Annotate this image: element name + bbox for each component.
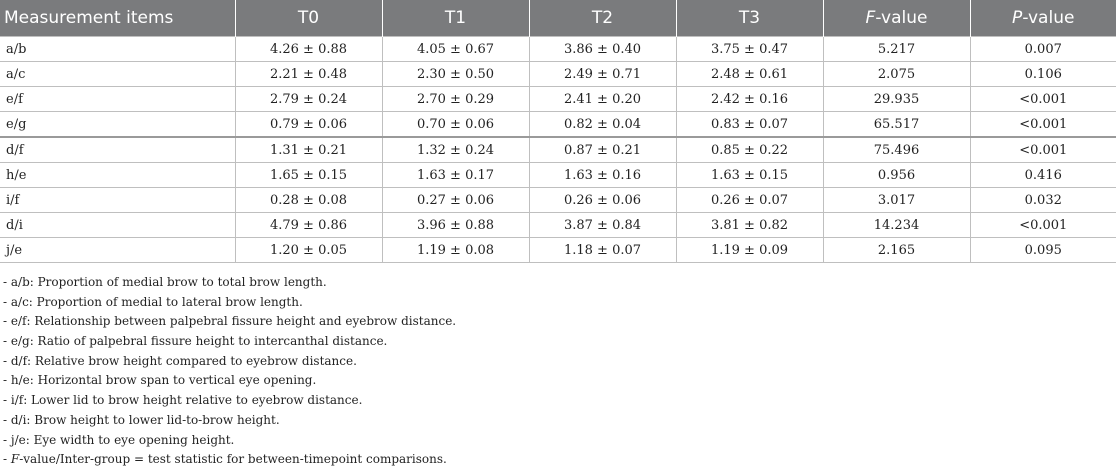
cell-t0: 2.79 ± 0.24: [235, 87, 382, 112]
cell-t2: 0.87 ± 0.21: [529, 137, 676, 163]
col-header-p-value: [970, 0, 1116, 37]
footnote-item: - d/i: Brow height to lower lid-to-brow height.: [3, 412, 280, 427]
footnote-item: - j/e: Eye width to eye opening height.: [3, 432, 235, 447]
cell-f: 0.956: [823, 163, 970, 188]
f-symbol: F: [865, 8, 876, 28]
footnote-item: - h/e: Horizontal brow span to vertical eye opening.: [3, 373, 317, 388]
cell-t1: 0.70 ± 0.06: [382, 112, 529, 138]
table-footnotes: [0, 273, 1116, 470]
col-header-t0: T0: [235, 0, 382, 37]
footnote-item: - a/c: Proportion of medial to lateral brow length.: [3, 294, 303, 309]
cell-p: 0.007: [970, 37, 1116, 62]
table-row: [0, 137, 1116, 163]
footnote-f-value: [0, 450, 1116, 470]
cell-f: 3.017: [823, 188, 970, 213]
cell-item: d/i: [0, 213, 235, 238]
col-header-t3: T3: [676, 0, 823, 37]
cell-p: <0.001: [970, 213, 1116, 238]
cell-t1: 1.19 ± 0.08: [382, 238, 529, 263]
cell-f: 5.217: [823, 37, 970, 62]
table-row: [0, 163, 1116, 188]
cell-t0: 1.65 ± 0.15: [235, 163, 382, 188]
p-suffix: -value: [1022, 8, 1075, 28]
cell-t1: 1.32 ± 0.24: [382, 137, 529, 163]
footnote-item: - e/g: Ratio of palpebral fissure height to intercanthal distance.: [3, 334, 388, 349]
footnote-item: - i/f: Lower lid to brow height relative to eyebrow distance.: [3, 393, 363, 408]
cell-t0: 4.79 ± 0.86: [235, 213, 382, 238]
cell-t3: 1.63 ± 0.15: [676, 163, 823, 188]
cell-t1: 3.96 ± 0.88: [382, 213, 529, 238]
cell-t3: 0.85 ± 0.22: [676, 137, 823, 163]
table-row: [0, 87, 1116, 112]
cell-t1: 0.27 ± 0.06: [382, 188, 529, 213]
cell-item: j/e: [0, 238, 235, 263]
footnote-f-text: -value/Inter-group = test statistic for between-timepoint comparisons.: [19, 452, 447, 467]
cell-p: 0.106: [970, 62, 1116, 87]
footnote-item: - d/f: Relative brow height compared to eyebrow distance.: [3, 353, 357, 368]
cell-item: a/b: [0, 37, 235, 62]
col-header-t1: T1: [382, 0, 529, 37]
cell-t1: 2.70 ± 0.29: [382, 87, 529, 112]
table-row: [0, 62, 1116, 87]
cell-p: <0.001: [970, 112, 1116, 138]
col-header-t2: T2: [529, 0, 676, 37]
cell-t3: 2.48 ± 0.61: [676, 62, 823, 87]
footnote-item: - a/b: Proportion of medial brow to total brow length.: [3, 275, 327, 289]
col-header-f-value: [823, 0, 970, 37]
cell-t2: 1.63 ± 0.16: [529, 163, 676, 188]
cell-t0: 0.79 ± 0.06: [235, 112, 382, 138]
cell-t0: 1.31 ± 0.21: [235, 137, 382, 163]
col-header-measurement-items: Measurement items: [0, 0, 235, 37]
table-header-row: [0, 0, 1116, 37]
cell-t2: 2.41 ± 0.20: [529, 87, 676, 112]
p-symbol: P: [1012, 8, 1023, 28]
cell-t2: 1.18 ± 0.07: [529, 238, 676, 263]
table-row: [0, 238, 1116, 263]
cell-t2: 3.86 ± 0.40: [529, 37, 676, 62]
cell-item: a/c: [0, 62, 235, 87]
cell-t2: 0.26 ± 0.06: [529, 188, 676, 213]
cell-t0: 4.26 ± 0.88: [235, 37, 382, 62]
table-row: [0, 188, 1116, 213]
table-row: [0, 112, 1116, 138]
cell-f: 2.165: [823, 238, 970, 263]
cell-item: h/e: [0, 163, 235, 188]
cell-t3: 3.75 ± 0.47: [676, 37, 823, 62]
table-row: [0, 37, 1116, 62]
cell-t3: 2.42 ± 0.16: [676, 87, 823, 112]
cell-t1: 1.63 ± 0.17: [382, 163, 529, 188]
cell-t3: 0.83 ± 0.07: [676, 112, 823, 138]
footnote-prefix: -: [3, 452, 11, 467]
cell-f: 65.517: [823, 112, 970, 138]
cell-item: e/f: [0, 87, 235, 112]
cell-p: <0.001: [970, 87, 1116, 112]
cell-t0: 1.20 ± 0.05: [235, 238, 382, 263]
cell-p: 0.095: [970, 238, 1116, 263]
cell-t1: 4.05 ± 0.67: [382, 37, 529, 62]
cell-t3: 0.26 ± 0.07: [676, 188, 823, 213]
cell-t3: 1.19 ± 0.09: [676, 238, 823, 263]
cell-item: e/g: [0, 112, 235, 138]
footnote-item: - e/f: Relationship between palpebral fissure height and eyebrow distance.: [3, 314, 457, 329]
cell-item: i/f: [0, 188, 235, 213]
cell-t0: 2.21 ± 0.48: [235, 62, 382, 87]
cell-t0: 0.28 ± 0.08: [235, 188, 382, 213]
cell-f: 29.935: [823, 87, 970, 112]
cell-p: 0.032: [970, 188, 1116, 213]
footnote-f-symbol: F: [10, 452, 20, 467]
cell-t2: 3.87 ± 0.84: [529, 213, 676, 238]
cell-f: 2.075: [823, 62, 970, 87]
cell-f: 75.496: [823, 137, 970, 163]
table-row: [0, 213, 1116, 238]
cell-t2: 0.82 ± 0.04: [529, 112, 676, 138]
cell-item: d/f: [0, 137, 235, 163]
cell-t2: 2.49 ± 0.71: [529, 62, 676, 87]
cell-p: <0.001: [970, 137, 1116, 163]
cell-t1: 2.30 ± 0.50: [382, 62, 529, 87]
cell-p: 0.416: [970, 163, 1116, 188]
f-suffix: -value: [875, 8, 928, 28]
cell-f: 14.234: [823, 213, 970, 238]
cell-t3: 3.81 ± 0.82: [676, 213, 823, 238]
